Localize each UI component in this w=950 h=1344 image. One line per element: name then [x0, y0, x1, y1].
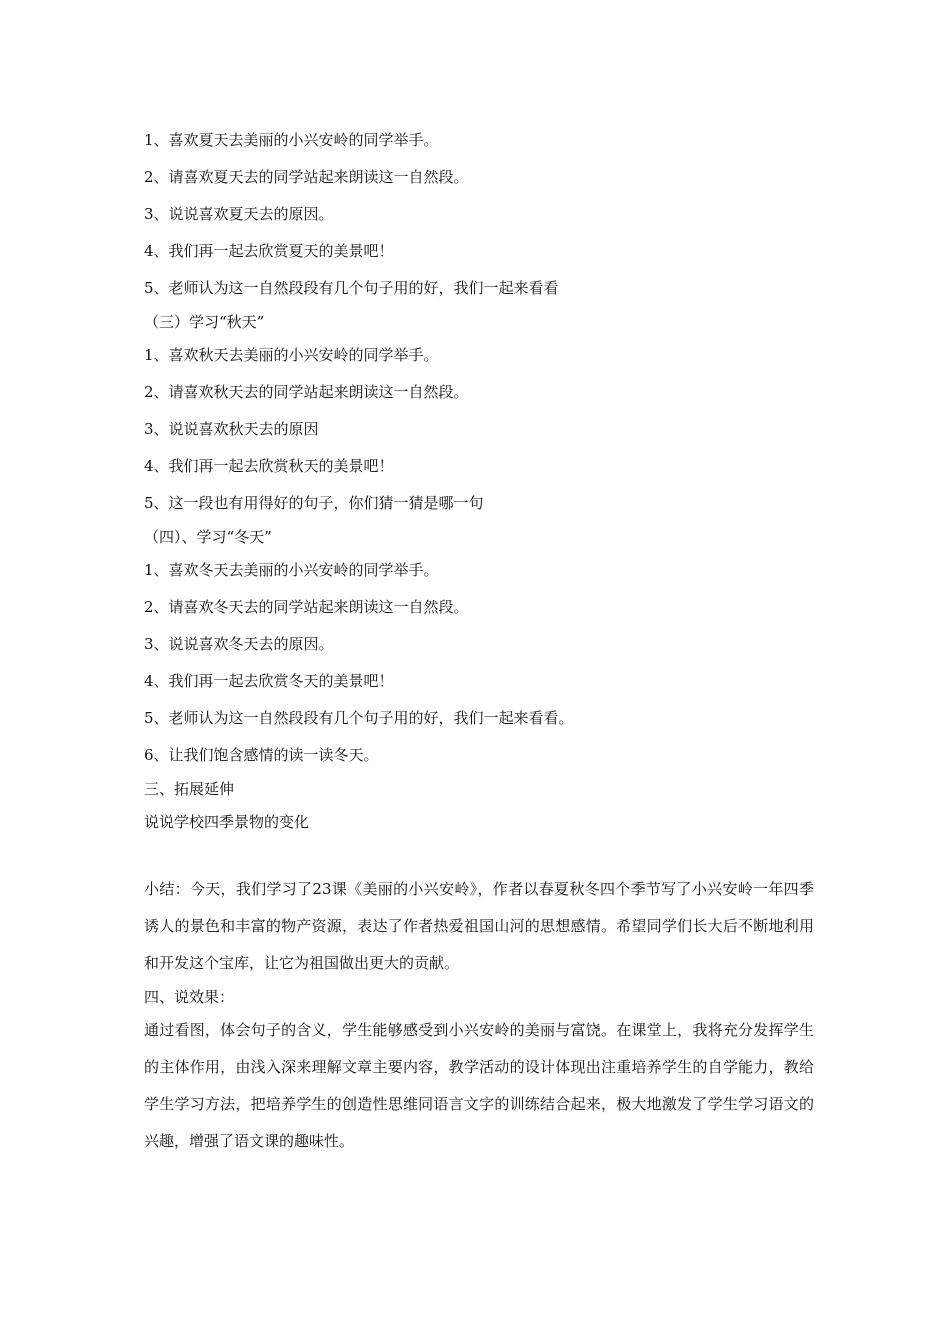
summary-paragraph: 小结：今天，我们学习了23课《美丽的小兴安岭》，作者以春夏秋冬四个季节写了小兴安岭一年四季诱人的景色和丰富的物产资源，表达了作者热爱祖国山河的思想感情。希望同学们长大后不断地利用和开发这个宝库，让它为祖国做出更大的贡献。 — [144, 880, 814, 972]
document-page — [144, 122, 814, 1160]
winter-item-2: 2、请喜欢冬天去的同学站起来朗读这一自然段。 — [144, 598, 469, 616]
autumn-item-1: 1、喜欢秋天去美丽的小兴安岭的同学举手。 — [144, 346, 439, 364]
blank-line — [144, 841, 814, 871]
summer-item-4: 4、我们再一起去欣赏夏天的美景吧！ — [144, 242, 394, 260]
summer-item-3: 3、说说喜欢夏天去的原因。 — [144, 205, 334, 223]
autumn-item-5: 5、这一段也有用得好的句子，你们猜一猜是哪一句 — [144, 494, 484, 512]
winter-item-4: 4、我们再一起去欣赏冬天的美景吧！ — [144, 672, 394, 690]
autumn-item-4: 4、我们再一起去欣赏秋天的美景吧！ — [144, 457, 394, 475]
winter-item-5: 5、老师认为这一自然段段有几个句子用的好，我们一起来看看。 — [144, 709, 574, 727]
autumn-item-3: 3、说说喜欢秋天去的原因 — [144, 420, 319, 438]
winter-heading: （四）、学习“冬天” — [144, 528, 272, 546]
winter-item-1: 1、喜欢冬天去美丽的小兴安岭的同学举手。 — [144, 561, 439, 579]
extension-text: 说说学校四季景物的变化 — [144, 813, 310, 831]
winter-item-6: 6、让我们饱含感情的读一读冬天。 — [144, 746, 379, 764]
effect-paragraph: 通过看图，体会句子的含义，学生能够感受到小兴安岭的美丽与富饶。在课堂上，我将充分发挥学生的主体作用，由浅入深来理解文章主要内容，教学活动的设计体现出注重培养学生的自学能力，教给学生学习方法，把培养学生的创造性思维同语言文字的训练结合起来，极大地激发了学生学习语文的兴趣，增强了语文课的趣味性。 — [144, 1021, 814, 1150]
winter-item-3: 3、说说喜欢冬天去的原因。 — [144, 635, 334, 653]
autumn-heading: （三）学习“秋天” — [144, 313, 265, 331]
effect-heading: 四、说效果： — [144, 988, 235, 1006]
summer-item-5: 5、老师认为这一自然段段有几个句子用的好，我们一起来看看 — [144, 279, 559, 297]
summer-item-1: 1、喜欢夏天去美丽的小兴安岭的同学举手。 — [144, 131, 439, 149]
autumn-item-2: 2、请喜欢秋天去的同学站起来朗读这一自然段。 — [144, 383, 469, 401]
extension-heading: 三、拓展延伸 — [144, 780, 235, 798]
summer-item-2: 2、请喜欢夏天去的同学站起来朗读这一自然段。 — [144, 168, 469, 186]
